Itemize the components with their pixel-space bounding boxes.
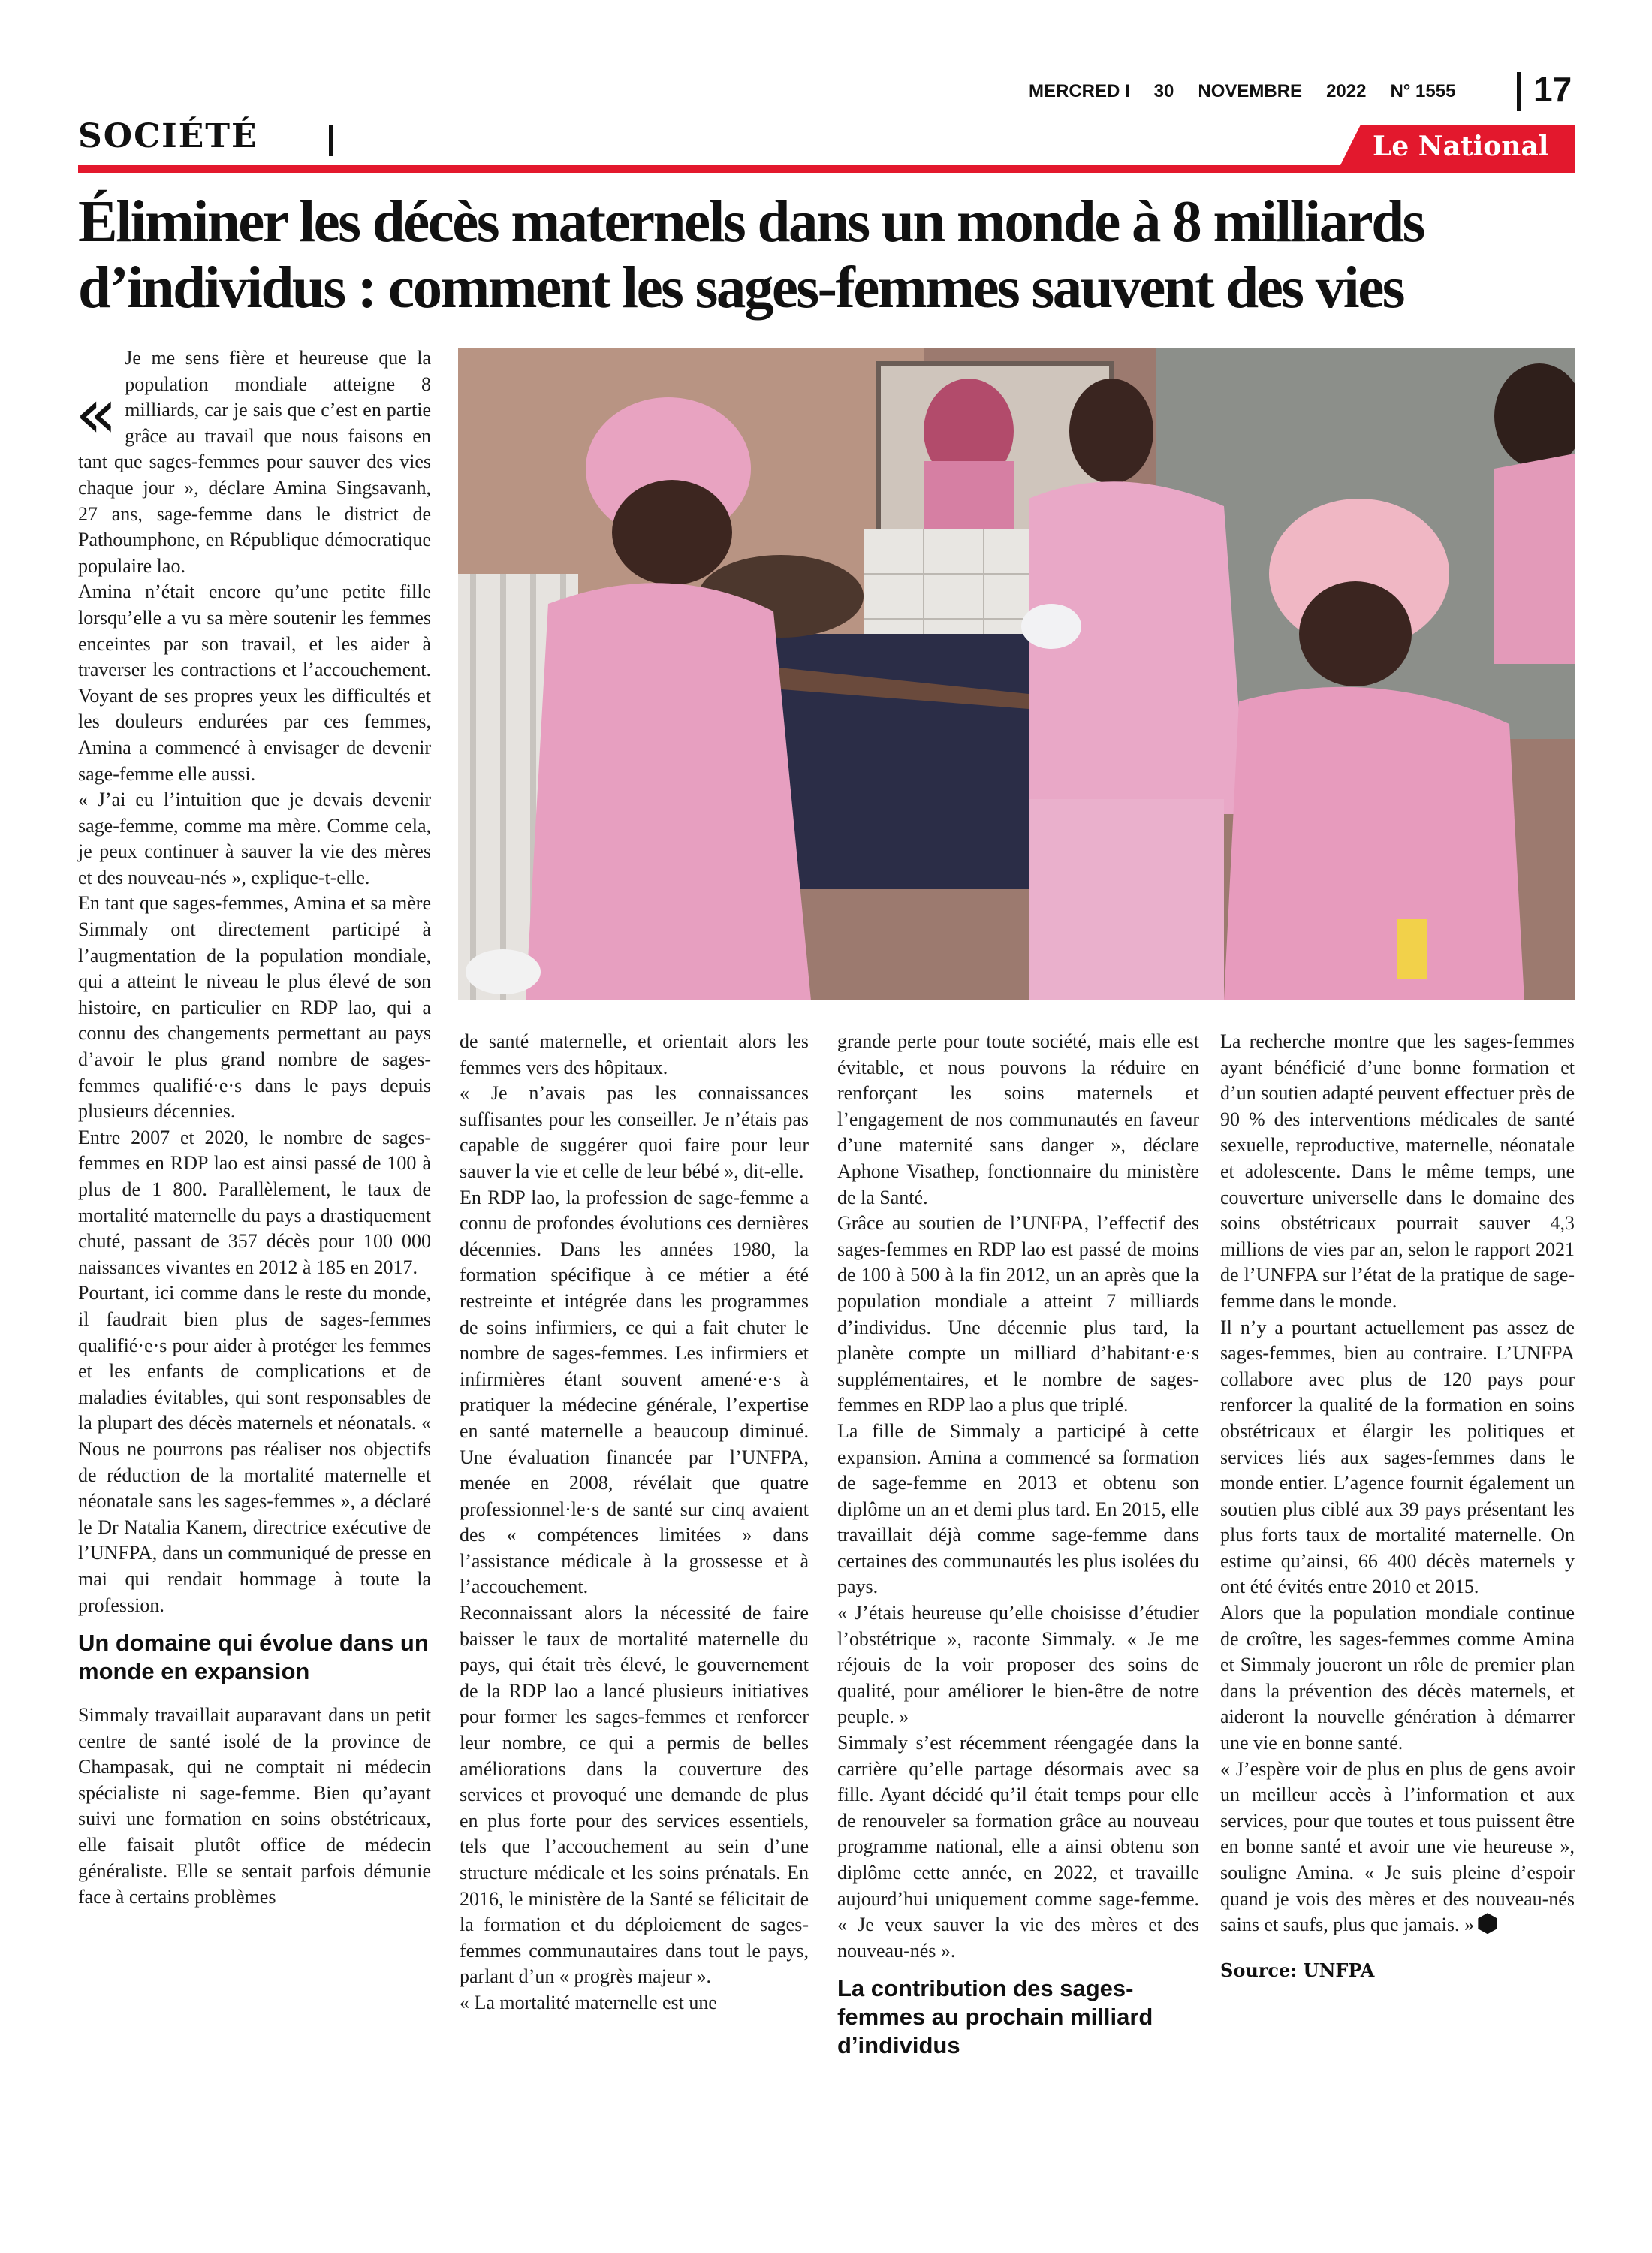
article-paragraph: « J’ai eu l’intuition que je devais devenir sage-femme, comme ma mère. Comme cela, je peux continuer à sauver la vie des mères et des nouveau-nés », explique-t-elle. — [78, 789, 431, 888]
opening-quote-mark: « — [75, 373, 118, 454]
issue-number: N° 1555 — [1390, 81, 1456, 101]
article-paragraph — [1220, 1757, 1575, 1938]
article-paragraph: « La mortalité maternelle est une — [460, 1991, 717, 2013]
page-number: 17 — [1533, 70, 1572, 109]
article-paragraph: grande perte pour toute société, mais elle est évitable, et nous pouvons la réduire en renforçant les soins maternels et l’engagement de nos communautés en faveur d’une maternité sans danger », déclare Aphone Visathep, fonctionnaire du ministère de la Santé. — [837, 1030, 1199, 1208]
article-subheading: Un domaine qui évolue dans un monde en expansion — [78, 1630, 429, 1685]
article-source: Source: UNFPA — [1220, 1959, 1375, 1981]
brand-name: Le National — [1373, 131, 1549, 162]
photo-midwives-illustration — [458, 348, 1575, 1000]
closing-quote-text: « J’espère voir de plus en plus de gens avoir un meilleur accès à l’information et aux services, pour que toutes et tous puissent être en bonne santé et avoir une vie heureuse », souligne Amina. « Je suis pleine d’espoir quand je vois des mères et des nouveau-nés sains et saufs, plus que jamais. » — [1220, 1757, 1575, 1936]
article-end-mark — [1477, 1913, 1498, 1934]
article-paragraph: En tant que sages-femmes, Amina et sa mère Simmaly ont directement participé à l’augmentation de la population mondiale, qui a atteint le niveau le plus élevé de son histoire, en particulier en RDP lao, qui a connu des changements permettant au pays d’avoir le plus grand nombre de sages-femmes qualifié·e·s dans le pays depuis plusieurs décennies. — [78, 892, 431, 1123]
article-paragraph: Alors que la population mondiale continue de croître, les sages-femmes comme Amina et Simmaly joueront un rôle de premier plan dans la prévention des décès maternels, et aideront la nouvelle génération à démarrer une vie en bonne santé. — [1220, 1602, 1575, 1754]
article-paragraph: « Je n’avais pas les connaissances suffisantes pour les conseiller. Je n’étais pas capable de suggérer quoi faire pour leur sauver la vie et celle de leur bébé », dit-elle. — [460, 1082, 809, 1182]
article-column-3 — [837, 1029, 1199, 2077]
article-paragraph: Amina n’était encore qu’une petite fille lorsqu’elle a vu sa mère soutenir les femmes enceintes par son travail, et les aider à traverser les contractions et l’accouchement. Voyant de ses propres yeux les difficultés et les douleurs endurées par ces femmes, Amina a commencé à envisager de devenir sage-femme elle aussi. — [78, 581, 431, 785]
issue-meta — [1029, 81, 1509, 102]
article-paragraph: Entre 2007 et 2020, le nombre de sages-femmes en RDP lao est ainsi passé de 100 à plus de 1 800. Parallèlement, le taux de mortalité maternelle du pays a drastiquement chuté, passant de 357 décès pour 100 000 naissances vivantes en 2012 à 185 en 2017. — [78, 1126, 431, 1278]
article-column-1 — [75, 345, 431, 1911]
issue-date-day: 30 — [1153, 81, 1174, 101]
article-paragraph: « J’étais heureuse qu’elle choisisse d’étudier l’obstétrique », raconte Simmaly. « Je me réjouis de la voir proposer des soins de qualité, pour améliorer le bien-être de notre peuple. » — [837, 1602, 1199, 1728]
article-paragraph: Je me sens fière et heureuse que la population mondiale atteigne 8 milliards, car je sais que c’est en partie grâce au travail que nous faisons en tant que sages-femmes pour sauver des vies chaque jour », déclare Amina Singsavanh, 27 ans, sage-femme dans le district de Pathoumphone, en République démocratique populaire lao. — [78, 347, 431, 577]
article-paragraph: En RDP lao, la profession de sage-femme a connu de profondes évolutions ces dernières décennies. Dans les années 1980, la formation spécifique à ce métier a été restreinte et intégrée dans les programmes de soins infirmiers, ce qui a fait chuter le nombre de sages-femmes. Les infirmiers et infirmières étant souvent amené·e·s à pratiquer la médecine générale, l’expertise en santé maternelle a beaucoup diminué. Une évaluation financée par l’UNFPA, menée en 2008, révélait que quatre professionnel·le·s de santé sur cinq avaient des « compétences limitées » dans l’assistance médicale à la grossesse et à l’accouchement. — [460, 1186, 809, 1598]
article-paragraph: La fille de Simmaly a participé à cette expansion. Amina a commencé sa formation de sage-femme en 2013 et obtenu son diplôme un an et demi plus tard. En 2015, elle travaillait déjà comme sage-femme dans certaines des communautés les plus isolées du pays. — [837, 1419, 1199, 1598]
page-number-divider — [1517, 72, 1521, 111]
article-paragraph: Pourtant, ici comme dans le reste du monde, il faudrait bien plus de sages-femmes qualifié·e·s pour aider à protéger les femmes et les enfants de complications et de maladies évitables, qui sont responsables de la plupart des décès maternels et néonatals. « Nous ne pourrons pas réaliser nos objectifs de réduction de la mortalité maternelle et néonatale sans les sages-femmes », a déclaré le Dr Natalia Kanem, directrice exécutive de l’UNFPA, dans un communiqué de presse en mai qui rendait hommage à toute la profession. — [78, 1282, 431, 1616]
issue-date-year: 2022 — [1326, 81, 1367, 101]
article-paragraph: Grâce au soutien de l’UNFPA, l’effectif des sages-femmes en RDP lao est passé de moins de 100 à 500 à la fin 2012, un an après que la population mondiale a atteint 7 milliards d’individus. Une décennie plus tard, la planète compte un milliard d’habitant·e·s supplémentaires, et le nombre de sages-femmes en RDP lao a plus que triplé. — [837, 1212, 1199, 1416]
article-photo — [458, 348, 1575, 1000]
article-paragraph: Simmaly s’est récemment réengagée dans la carrière qu’elle partage désormais avec sa fille. Ayant décidé qu’il était temps pour elle de renouveler sa formation grâce au nouveau programme national, elle a ainsi obtenu son diplôme cette année, en 2022, et travaille aujourd’hui uniquement comme sage-femme. « Je veux sauver la vie des mères et des nouveau-nés ». — [837, 1732, 1199, 1962]
article-paragraph: La recherche montre que les sages-femmes ayant bénéficié d’une bonne formation et d’un soutien adapté peuvent effectuer près de 90 % des interventions médicales de santé sexuelle, reproductive, maternelle, néonatale et adolescente. Dans le même temps, une couverture universelle dans le domaine des soins obstétricaux pourrait sauver 4,3 millions de vies par an, selon le rapport 2021 de l’UNFPA sur l’état de la pratique de sage-femme dans le monde. — [1220, 1030, 1575, 1312]
article-paragraph: Il n’y a pourtant actuellement pas assez de sages-femmes, bien au contraire. L’UNFPA collabore avec plus de 120 pays pour renforcer la qualité de la formation en soins obstétricaux et élargir les politiques et services liés aux sages-femmes dans le monde entier. L’agence fournit également un soutien plus ciblé aux 39 pays présentant les plus forts taux de mortalité maternelle. On estime qu’ainsi, 66 400 décès maternels y ont été évités entre 2010 et 2015. — [1220, 1316, 1575, 1598]
article-headline: Éliminer les décès maternels dans un monde à 8 milliards d’individus : comment les sages-femmes sauvent des vies — [78, 189, 1424, 321]
issue-day: MERCRED I — [1029, 81, 1130, 101]
article-subheading: La contribution des sages-femmes au prochain milliard d’individus — [837, 1975, 1153, 2059]
article-column-4 — [1220, 1029, 1575, 1983]
article-paragraph: Reconnaissant alors la nécessité de faire baisser le taux de mortalité maternelle du pays, qui était très élevé, le gouvernement de la RDP lao a lancé plusieurs initiatives pour former les sages-femmes et renforcer leur nombre, ce qui a permis de belles améliorations dans la couverture des services et provoqué une demande de plus en plus forte pour des services essentiels, tels que l’accouchement au sein d’une structure médicale et les soins prénatals. En 2016, le ministère de la Santé se félicitait de la formation et du déploiement de sages-femmes communautaires dans tout le pays, parlant d’un « progrès majeur ». — [460, 1602, 809, 1988]
section-divider — [329, 125, 333, 156]
article-paragraph: de santé maternelle, et orientait alors les femmes vers des hôpitaux. — [460, 1030, 809, 1078]
article-paragraph: Simmaly travaillait auparavant dans un petit centre de santé isolé de la province de Champasak, qui ne comptait ni médecin spécialiste ni sage-femme. Bien qu’ayant suivi une formation en soins obstétricaux, elle faisait plutôt office de médecin généraliste. Elle se sentait parfois démunie face à certains problèmes — [78, 1704, 431, 1908]
article-column-2 — [460, 1029, 809, 2016]
section-label: SOCIÉTÉ — [78, 117, 258, 155]
issue-date-month: NOVEMBRE — [1198, 81, 1303, 101]
